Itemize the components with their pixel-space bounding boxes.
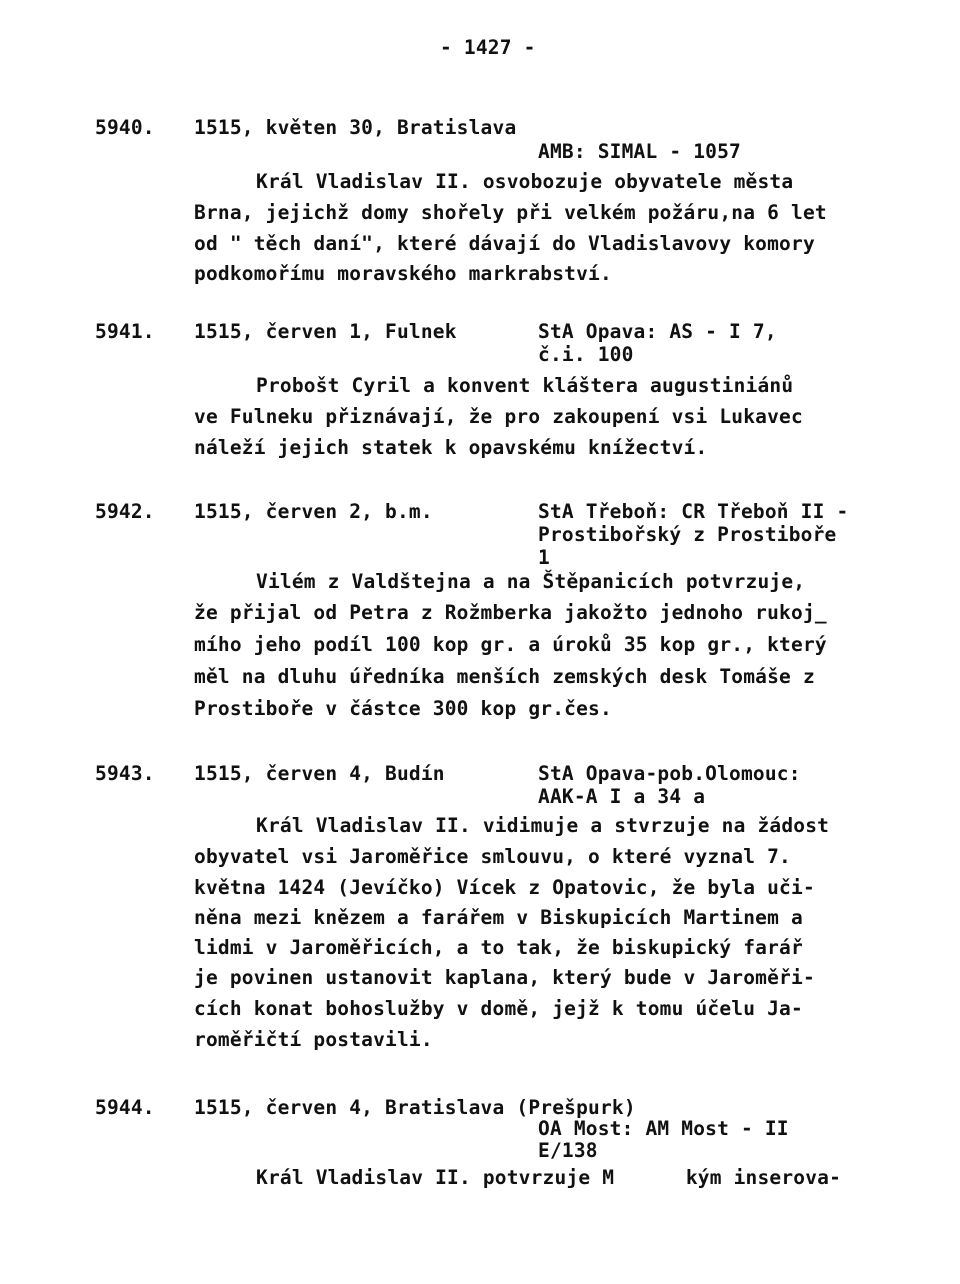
entry-text-line: ve Fulneku přiznávají, že pro zakoupení vsi Lukavec (194, 405, 803, 428)
entry-text-line: podkomořímu moravského markrabství. (194, 262, 612, 285)
entry-number: 5943. (95, 762, 155, 785)
entry-text-line: mího jeho podíl 100 kop gr. a úroků 35 kop gr., který (194, 633, 827, 656)
entry-text-line: Vilém z Valdštejna a na Štěpanicích potvrzuje, (256, 570, 806, 593)
entry-archive-line: AMB: SIMAL - 1057 (538, 140, 741, 163)
entry-number: 5944. (95, 1096, 155, 1119)
entry-date-place: 1515, červen 1, Fulnek (194, 320, 457, 343)
entry-text-line: obyvatel vsi Jaroměřice smlouvu, o které vyznal 7. (194, 845, 791, 868)
entry-archive-line: StA Opava: AS - I 7, (538, 320, 777, 343)
entry-date-place: 1515, květen 30, Bratislava (194, 116, 517, 139)
entry-number: 5942. (95, 500, 155, 523)
entry-archive-line: OA Most: AM Most - II (538, 1117, 789, 1140)
entry-text-line: Probošt Cyril a konvent kláštera augustiniánů (256, 374, 794, 397)
entry-text-line: je povinen ustanovit kaplana, který bude v Jaroměři- (194, 966, 815, 989)
entry-text-line: cích konat bohoslužby v domě, jejž k tomu účelu Ja- (194, 997, 803, 1020)
entry-text-line: roměřičtí postavili. (194, 1028, 433, 1051)
entry-archive-line: AAK-A I a 34 a (538, 785, 706, 808)
entry-archive-line: 1 (538, 546, 550, 569)
entry-date-place: 1515, červen 2, b.m. (194, 500, 433, 523)
entry-text-line: Brna, jejichž domy shořely při velkém požáru,na 6 let (194, 201, 827, 224)
entry-text-line: něna mezi knězem a farářem v Biskupicích Martinem a (194, 906, 803, 929)
entry-text-line: Král Vladislav II. vidimuje a stvrzuje na žádost (256, 814, 830, 837)
entry-text-line: že přijal od Petra z Rožmberka jakožto jednoho rukoj_ (194, 601, 827, 624)
entry-text-line: náleží jejich statek k opavskému knížectví. (194, 436, 708, 459)
entry-text-line: od " těch daní", které dávají do Vladislavovy komory (194, 232, 815, 255)
entry-archive-line: StA Opava-pob.Olomouc: (538, 762, 801, 785)
entry-text-line: měl na dluhu úředníka menších zemských desk Tomáše z (194, 665, 815, 688)
entry-text-line: Prostiboře v částce 300 kop gr.čes. (194, 697, 612, 720)
entry-number: 5940. (95, 116, 155, 139)
entry-number: 5941. (95, 320, 155, 343)
entry-archive-line: StA Třeboň: CR Třeboň II - (538, 500, 849, 523)
entry-text-line: května 1424 (Jevíčko) Vícek z Opatovic, že byla uči- (194, 876, 815, 899)
entry-archive-line: Prostibořský z Prostiboře (538, 523, 837, 546)
entry-archive-line: E/138 (538, 1139, 598, 1162)
entry-archive-line: č.i. 100 (538, 343, 634, 366)
entry-text-line: lidmi v Jaroměřicích, a to tak, že biskupický farář (194, 936, 803, 959)
page-number: - 1427 - (440, 36, 536, 59)
entry-text-line: Král Vladislav II. osvobozuje obyvatele města (256, 170, 794, 193)
entry-text-line: Král Vladislav II. potvrzuje M kým inserova- (256, 1166, 842, 1189)
entry-date-place: 1515, červen 4, Bratislava (Prešpurk) (194, 1096, 636, 1119)
entry-date-place: 1515, červen 4, Budín (194, 762, 445, 785)
